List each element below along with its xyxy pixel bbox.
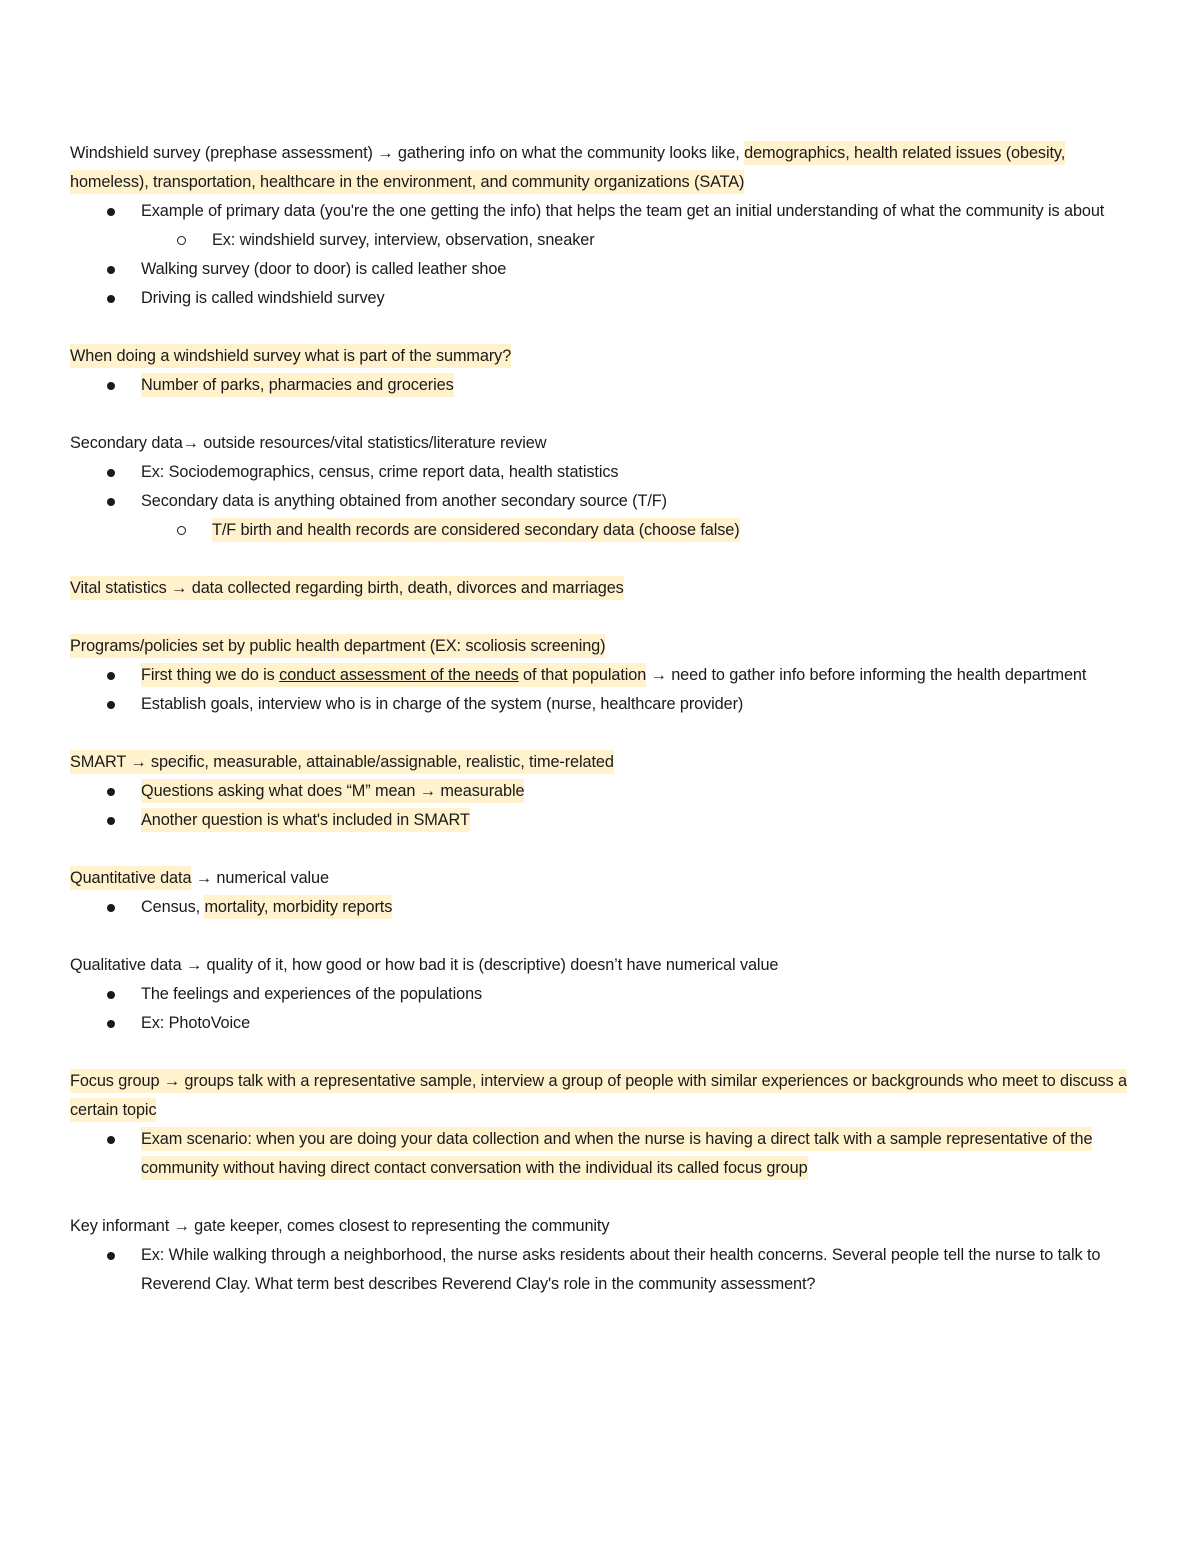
list-item-text-c: → need to gather info before informing the health department [646,666,1087,684]
list-item-text: Another question is what's included in SMART [141,808,470,832]
windshield-survey-heading-text: Windshield survey (prephase assessment) → gathering info on what the community looks like, [70,144,745,162]
vital-statistics-text: Vital statistics → data collected regarding birth, death, divorces and marriages [70,576,624,600]
focus-group-text: Focus group → groups talk with a representative sample, interview a group of people with similar experiences or backgrounds who meet to discuss a certain topic [70,1069,1127,1122]
sub-list-item [212,516,1130,545]
list-item-text: Example of primary data (you're the one getting the info) that helps the team get an initial understanding of what the community is about [141,202,1105,220]
programs-policies-heading [70,632,1130,661]
sub-list-item-text: Ex: windshield survey, interview, observation, sneaker [212,231,595,249]
smart-list [70,777,1130,835]
list-item [141,661,1130,690]
list-item-text: Number of parks, pharmacies and groceries [141,373,454,397]
section-key-informant [70,1212,1130,1299]
list-item [141,980,1130,1009]
programs-policies-list [70,661,1130,719]
sub-list [141,516,1130,545]
list-item [141,371,1130,400]
list-item [141,197,1130,255]
smart-text: SMART → specific, measurable, attainable/assignable, realistic, time-related [70,750,614,774]
section-windshield-survey [70,139,1130,313]
secondary-data-heading-text: Secondary data→ outside resources/vital statistics/literature review [70,434,547,452]
list-item-text: Establish goals, interview who is in charge of the system (nurse, healthcare provider) [141,695,744,713]
section-qualitative-data [70,951,1130,1038]
list-item-text-a: First thing we do is [141,663,279,687]
qualitative-data-heading [70,951,1130,980]
list-item-text: Census, [141,898,205,916]
smart-heading [70,748,1130,777]
list-item-text: Exam scenario: when you are doing your data collection and when the nurse is having a direct talk with a sample representative of the community without having direct contact conversation with the individual its called focus group [141,1127,1092,1180]
list-item [141,458,1130,487]
list-item [141,893,1130,922]
list-item [141,1009,1130,1038]
windshield-survey-highlight: demographics, health related issues (obesity, homeless), transportation, healthcare in the environment, and community organizations (SATA) [70,141,1065,194]
vital-statistics-heading [70,574,1130,603]
section-focus-group [70,1067,1130,1183]
list-item-text: Ex: PhotoVoice [141,1014,251,1032]
list-item-text: Ex: While walking through a neighborhood, the nurse asks residents about their health concerns. Several people tell the nurse to talk to Reverend Clay. What term best describes Reverend Clay's role in the community assessment? [141,1246,1101,1293]
section-programs-policies [70,632,1130,719]
list-item [141,1241,1130,1299]
list-item-text: Questions asking what does “M” mean → measurable [141,779,524,803]
list-item-text: Secondary data is anything obtained from another secondary source (T/F) [141,492,667,510]
list-item [141,255,1130,284]
quantitative-data-highlight: Quantitative data [70,866,191,890]
programs-policies-text: Programs/policies set by public health department (EX: scoliosis screening) [70,634,605,658]
sub-list [141,226,1130,255]
list-item-text: Walking survey (door to door) is called leather shoe [141,260,507,278]
windshield-survey-list [70,197,1130,313]
summary-list [70,371,1130,400]
list-item-text-b: of that population [519,663,647,687]
key-informant-heading [70,1212,1130,1241]
list-item-text: Driving is called windshield survey [141,289,385,307]
list-item-text: The feelings and experiences of the populations [141,985,483,1003]
summary-question-heading [70,342,1130,371]
summary-question-text: When doing a windshield survey what is part of the summary? [70,344,511,368]
list-item [141,777,1130,806]
focus-group-list [70,1125,1130,1183]
key-informant-list [70,1241,1130,1299]
section-quantitative-data [70,864,1130,922]
qualitative-data-list [70,980,1130,1038]
sub-list-item [212,226,1130,255]
list-item [141,487,1130,545]
list-item-highlight: mortality, morbidity reports [204,895,392,919]
list-item [141,284,1130,313]
quantitative-data-heading [70,864,1130,893]
quantitative-data-list [70,893,1130,922]
section-summary-question [70,342,1130,400]
focus-group-heading [70,1067,1130,1125]
sub-list-item-text: T/F birth and health records are considered secondary data (choose false) [212,518,740,542]
secondary-data-heading [70,429,1130,458]
list-item [141,806,1130,835]
list-item [141,690,1130,719]
list-item-text-underlined: conduct assessment of the needs [279,663,518,687]
section-secondary-data [70,429,1130,545]
windshield-survey-heading [70,139,1130,197]
secondary-data-list [70,458,1130,545]
quantitative-data-rest: → numerical value [191,869,329,887]
section-smart [70,748,1130,835]
list-item [141,1125,1130,1183]
list-item-text: Ex: Sociodemographics, census, crime report data, health statistics [141,463,619,481]
section-vital-statistics [70,574,1130,603]
key-informant-text: Key informant → gate keeper, comes closest to representing the community [70,1217,610,1235]
qualitative-data-text: Qualitative data → quality of it, how good or how bad it is (descriptive) doesn’t have numerical value [70,956,779,974]
